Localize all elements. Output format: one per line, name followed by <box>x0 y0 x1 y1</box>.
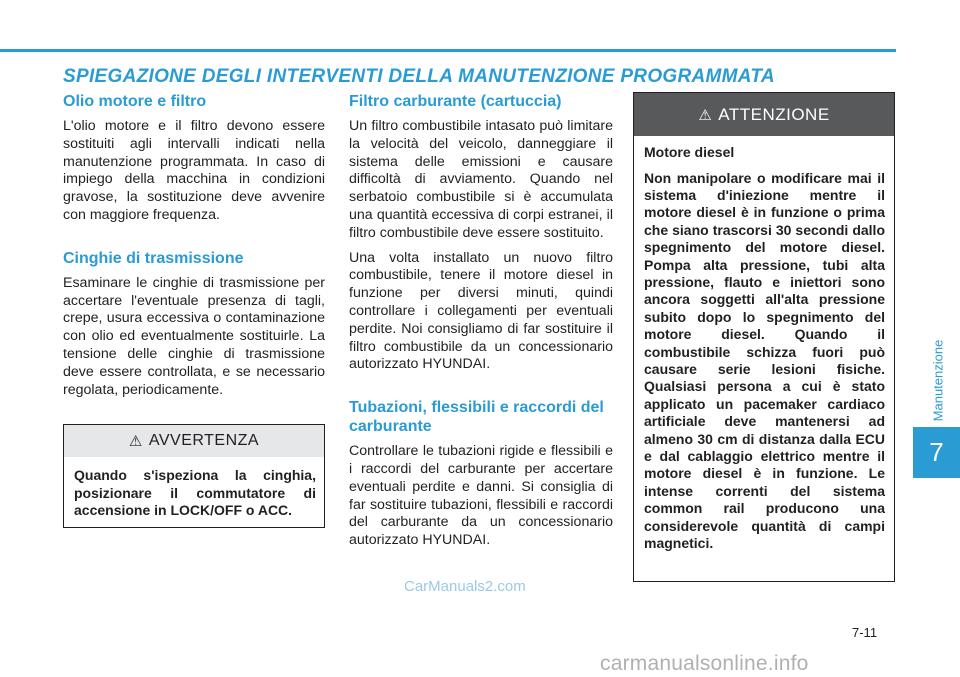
warning-box <box>63 424 325 528</box>
watermark-bottom: carmanualsonline.info <box>600 652 809 675</box>
section-text-engine-oil: L'olio motore e il filtro devono essere sostituiti agli intervalli indicati nella manutenzione programmata. In caso di impiego della macchina in condizioni gravose, la sostituzione deve avvenire con maggiore frequenza. <box>63 118 325 223</box>
chapter-side-label <box>915 330 960 430</box>
section-text-fuel-lines: Controllare le tubazioni rigide e flessibili e i raccordi del carburante per accertare eventuali perdite e danni. Si consiglia di far sostituire tubazioni, flessibili e raccordi del carburante da un concessionario autorizzato HYUNDAI. <box>349 443 613 549</box>
section-text-drive-belts: Esaminare le cinghie di trasmissione per accertare l'eventuale presenza di tagli, crepe, usura eccessiva o contaminazione con olio ed eventualmente sostituirle. La tensione delle cinghie di trasmissione deve essere controllata, e se necessario regolata, periodicamente. <box>63 274 325 398</box>
attention-header <box>634 93 894 136</box>
chapter-number-tab: 7 <box>913 427 960 478</box>
warning-text: Quando s'ispeziona la cinghia, posizionare il commutatore di accensione in LOCK/OFF o ACC. <box>74 467 316 518</box>
page-number: 7-11 <box>852 625 878 640</box>
chapter-label-text: Manutenzione <box>930 339 946 421</box>
section-title-fuel-lines: Tubazioni, flessibili e raccordi del carburante <box>349 399 604 436</box>
attention-box <box>633 92 895 582</box>
watermark-top: CarManuals2.com <box>404 578 526 595</box>
top-rule <box>0 49 896 52</box>
column-middle <box>349 92 613 550</box>
page-title: SPIEGAZIONE DEGLI INTERVENTI DELLA MANUTENZIONE PROGRAMMATA <box>63 66 775 87</box>
warning-header <box>64 425 324 457</box>
warning-triangle-icon: ⚠ <box>698 106 713 124</box>
section-text-fuel-filter-2: Una volta installato un nuovo filtro combustibile, tenere il motore diesel in funzione per diversi minuti, quindi controllare i collegamenti per eventuali perdite. Noi consigliamo di far sostituire il filtro combustibile da un concessionario autorizzato HYUNDAI. <box>349 249 613 373</box>
warning-triangle-icon: ⚠ <box>128 433 143 450</box>
section-title-fuel-filter: Filtro carburante (cartuccia) <box>349 93 562 110</box>
attention-text: Non manipolare o modificare mai il sistema d'iniezione mentre il motore diesel è in funzione o prima che siano trascorsi 30 secondi dallo spegnimento del motore diesel. Pompa alta pressione, tubi alta pressione, flauto e iniettori sono ancora soggetti all'alta pressione subito dopo lo spegnimento del motore diesel. Quando il combustibile schizza fuori può causare serie lesioni fisiche. Qualsiasi persona a cui è stato applicato un pacemaker cardiaco artificiale deve mantenersi ad almeno 30 cm di distanza dalla ECU e dal cablaggio elettrico mentre il motore diesel è in funzione. Le intense correnti del sistema common rail producono una considerevole quantità di campi magnetici. <box>644 169 885 552</box>
attention-subtitle: Motore diesel <box>644 144 735 160</box>
column-left <box>63 92 325 399</box>
section-title-drive-belts: Cinghie di trasmissione <box>63 249 244 267</box>
section-title-engine-oil: Olio motore e filtro <box>63 93 207 110</box>
attention-title: ATTENZIONE <box>718 104 830 124</box>
section-text-fuel-filter-1: Un filtro combustibile intasato può limitare la velocità del veicolo, danneggiare il sistema delle emissioni e causare difficoltà di avviamento. Quando nel serbatoio combustibile si è accumulata una quantità eccessiva di corpi estranei, il filtro combustibile deve essere sostituito. <box>349 118 613 241</box>
attention-body <box>634 136 894 552</box>
warning-title: AVVERTENZA <box>148 432 260 449</box>
